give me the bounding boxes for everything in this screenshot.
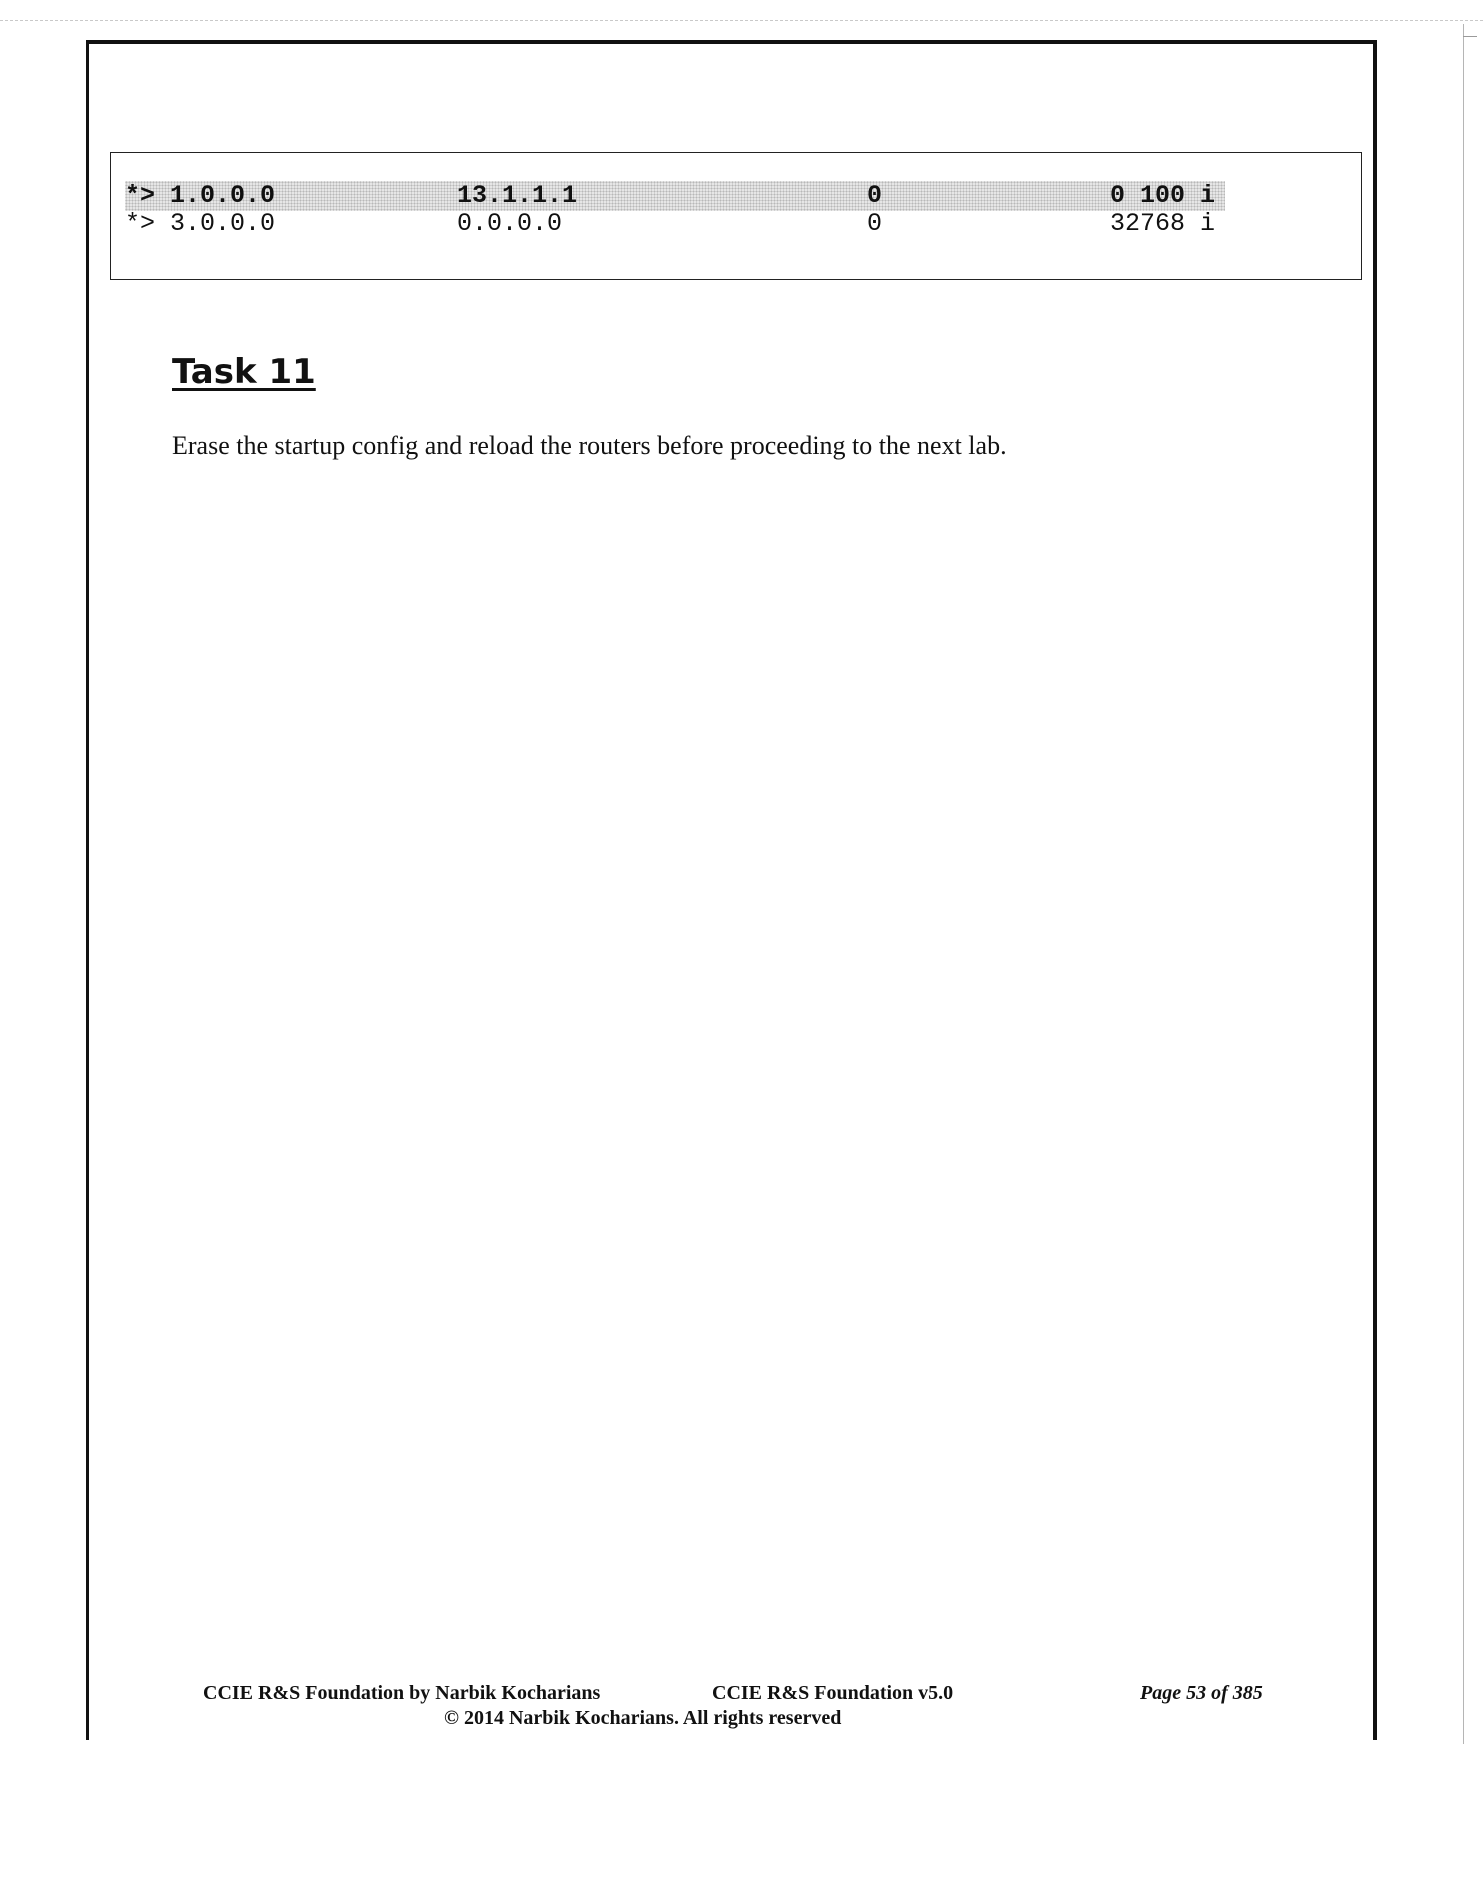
scan-edge-tick <box>1463 36 1477 37</box>
footer-book-title: CCIE R&S Foundation by Narbik Kocharians <box>203 1682 601 1704</box>
page-frame <box>86 40 1377 1740</box>
route-next-hop: 13.1.1.1 <box>457 181 578 210</box>
route-next-hop: 0.0.0.0 <box>457 209 563 238</box>
route-metric: 0 <box>867 209 883 238</box>
route-locprf-weight-path: 32768 i <box>1109 209 1215 238</box>
route-network: 1.0.0.0 <box>170 181 276 210</box>
footer-page-number: Page 53 of 385 <box>1140 1682 1263 1704</box>
route-network: 3.0.0.0 <box>170 209 276 238</box>
route-status: *> <box>125 209 156 238</box>
bgp-route-row <box>125 209 1215 239</box>
footer-copyright: © 2014 Narbik Kocharians. All rights reserved <box>444 1707 842 1729</box>
route-entry <box>125 181 275 211</box>
bgp-route-row <box>125 181 1225 211</box>
scan-edge-top <box>0 20 1483 21</box>
route-status: *> <box>125 181 156 210</box>
task-instruction: Erase the startup config and reload the routers before proceeding to the next lab. <box>172 431 1007 460</box>
route-entry <box>125 209 275 239</box>
task-heading: Task 11 <box>172 352 316 392</box>
route-locprf-weight-path: 0 100 i <box>1109 181 1215 210</box>
bgp-output-box <box>110 152 1362 280</box>
footer-edition: CCIE R&S Foundation v5.0 <box>712 1682 954 1704</box>
route-metric: 0 <box>867 181 883 210</box>
scan-edge-right <box>1463 24 1464 1744</box>
